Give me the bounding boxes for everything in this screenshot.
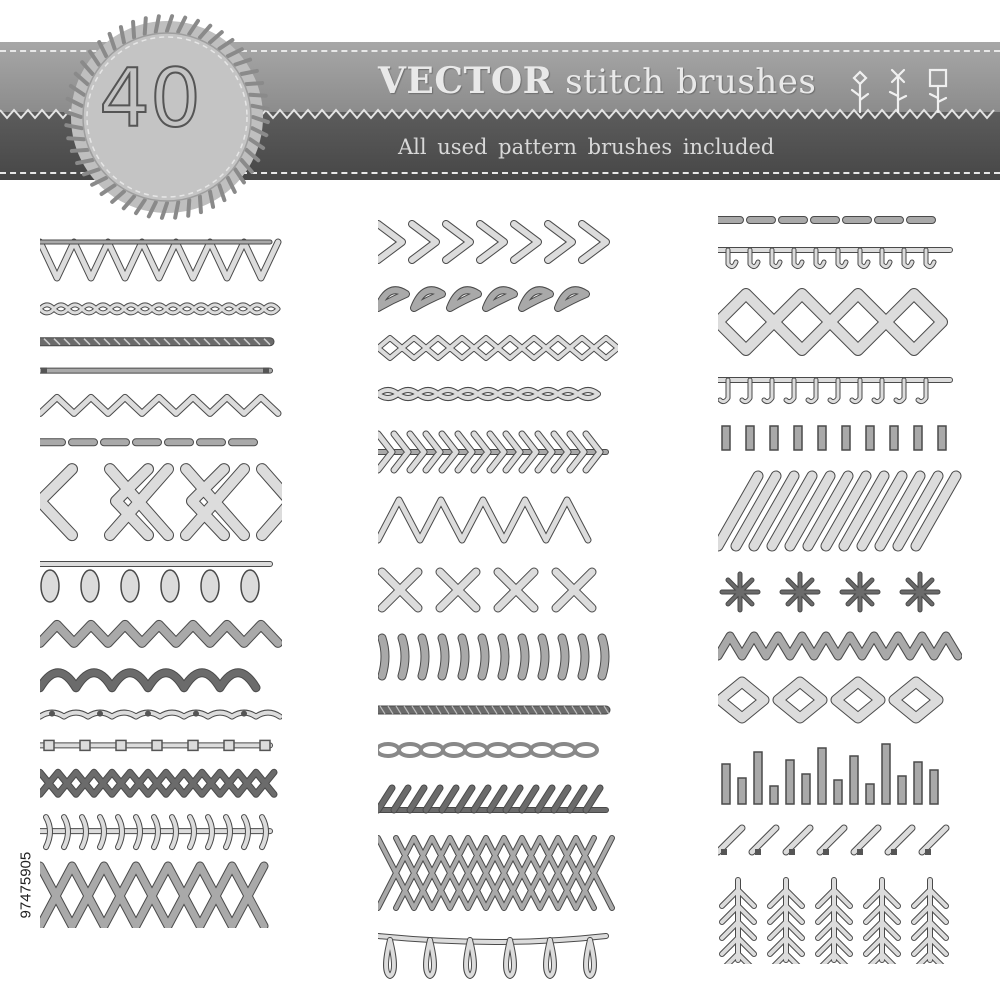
diamond-ring-stitch bbox=[720, 682, 938, 718]
stitch-column-left bbox=[40, 238, 282, 928]
bead-chain-stitch bbox=[40, 740, 270, 750]
badge-number: 40 bbox=[99, 52, 201, 145]
hanging-loop-stitch bbox=[378, 936, 606, 976]
arrow-chevron-stitch bbox=[378, 224, 606, 260]
leaf-drop-stitch bbox=[40, 564, 270, 602]
wavy-bead-stitch bbox=[40, 711, 280, 717]
hook-loop-stitch bbox=[718, 250, 950, 267]
title-rest: stitch brushes bbox=[565, 62, 817, 102]
diamond-lattice-stitch bbox=[718, 294, 942, 350]
slanted-bar-stitch bbox=[378, 788, 606, 810]
fir-tree-stitch bbox=[722, 880, 946, 964]
oval-chain-stitch bbox=[378, 744, 597, 756]
x-flower-stitch bbox=[382, 572, 592, 608]
banner bbox=[0, 0, 1000, 200]
big-x-band-stitch bbox=[40, 866, 264, 926]
triangle-zigzag-stitch bbox=[40, 242, 278, 278]
banner-subtitle: All used pattern brushes included bbox=[398, 135, 775, 159]
stitch-column-right bbox=[718, 214, 962, 964]
stock-id-text: 97475905 bbox=[17, 851, 35, 919]
open-zigzag-stitch bbox=[378, 500, 588, 540]
diamond-chain-stitch bbox=[378, 338, 618, 358]
slanted-dash-stitch bbox=[718, 828, 946, 855]
vertical-bar-stitch bbox=[722, 426, 946, 450]
looped-leaf-stitch bbox=[378, 290, 586, 308]
double-zigzag-stitch bbox=[40, 625, 278, 643]
banner-title bbox=[378, 60, 816, 102]
thick-chain-stitch bbox=[40, 339, 270, 345]
curved-bar-stitch bbox=[382, 638, 605, 676]
stitch-column-middle bbox=[378, 220, 618, 980]
herringbone-stitch bbox=[378, 434, 606, 470]
snowflake-stitch bbox=[722, 574, 938, 610]
stitch-samples-left bbox=[40, 238, 282, 928]
braided-cord-stitch bbox=[378, 390, 598, 398]
scallop-zigzag-stitch bbox=[40, 397, 278, 413]
fishbone-stitch bbox=[40, 817, 270, 847]
twisted-cord-stitch bbox=[378, 706, 609, 714]
stitch-samples-middle bbox=[378, 220, 618, 980]
arch-stitch bbox=[40, 673, 256, 688]
embroidery-flowers-icon bbox=[846, 66, 956, 118]
chevron-band-stitch bbox=[718, 636, 958, 656]
diagonal-satin-stitch bbox=[718, 476, 956, 546]
hook-fringe-stitch bbox=[718, 380, 950, 402]
stitch-samples-right bbox=[718, 214, 962, 964]
thin-straight-stitch bbox=[40, 368, 270, 374]
rope-twist-stitch bbox=[40, 305, 278, 313]
title-strong: VECTOR bbox=[378, 60, 554, 102]
tall-bar-stitch bbox=[722, 744, 938, 804]
lattice-stitch bbox=[378, 838, 612, 908]
large-cross-stitch bbox=[40, 469, 282, 535]
dark-cross-band-stitch bbox=[40, 772, 274, 794]
